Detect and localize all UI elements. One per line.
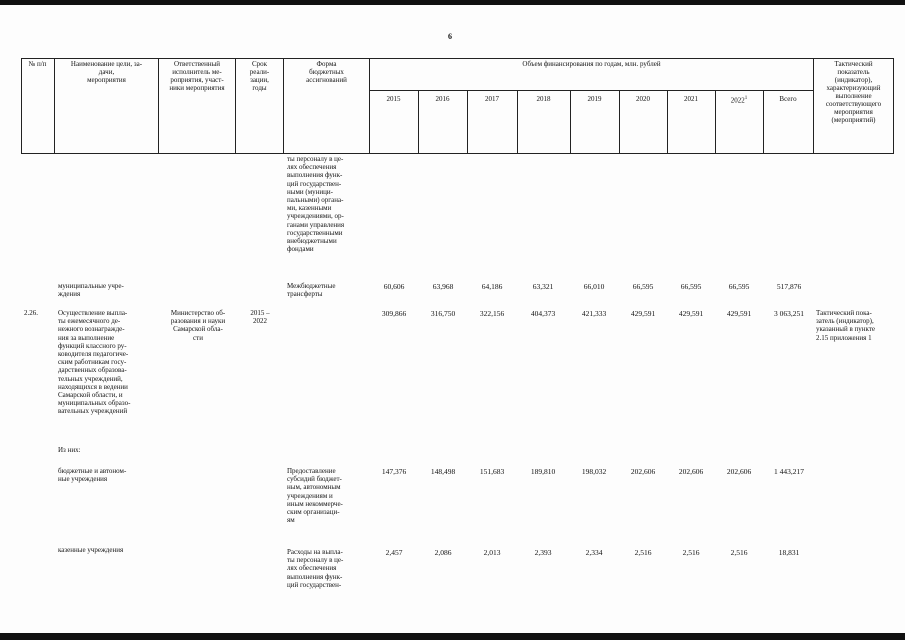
row-state-total: 18,831 — [778, 548, 800, 557]
header-funding: Объем финансирования по годам, млн. рублей — [522, 60, 661, 68]
row-main-number: 2.26. — [24, 309, 38, 317]
row-main-term: 2015 – 2022 — [250, 309, 270, 326]
row-budget-value: 148,498 — [430, 467, 456, 476]
row-main-value: 309,866 — [381, 309, 407, 318]
row-state-value: 2,457 — [385, 548, 403, 557]
of-which-label: Из них: — [58, 446, 81, 454]
row-budget-value: 151,683 — [479, 467, 505, 476]
header-year: 2021 — [684, 95, 698, 103]
row-budget-value: 198,032 — [581, 467, 607, 476]
top-border — [0, 0, 905, 5]
header-term: Срок реали- зации, годы — [249, 60, 270, 92]
row-state-value: 2,013 — [483, 548, 501, 557]
row-budget-value: 202,606 — [630, 467, 656, 476]
continued-form-text: ты персоналу в це- лях обеспечения выполнения функ- ций государствен- ными (муници- пальными) органа- ми, казенными учреждениями, ор- ганами управления государственными внебюджетными фондами — [287, 155, 345, 254]
row-state-name: казенные учреждения — [58, 546, 124, 554]
row-municipal-value: 66,595 — [632, 282, 654, 291]
header-year: 2015 — [386, 95, 401, 103]
row-main-value: 429,591 — [726, 309, 752, 318]
row-state-value: 2,334 — [585, 548, 603, 557]
row-main-value: 421,333 — [581, 309, 607, 318]
row-main-value: 322,156 — [479, 309, 505, 318]
header-total: Всего — [779, 95, 797, 103]
row-main-indicator: Тактический пока- затель (индикатор), указанный в пункте 2.15 приложения 1 — [816, 309, 875, 342]
header-form: Форма бюджетных ассигнований — [306, 60, 347, 84]
header-year: 2018 — [536, 95, 551, 103]
row-municipal-value: 60,606 — [383, 282, 405, 291]
header-year: 2019 — [587, 95, 602, 103]
row-state-value: 2,516 — [634, 548, 652, 557]
row-state-value: 2,516 — [730, 548, 748, 557]
row-budget-total: 1 443,217 — [774, 467, 804, 476]
header-no: № п/п — [28, 60, 47, 68]
bottom-border — [0, 633, 905, 640]
row-main-name: Осуществление выпла- ты ежемесячного де- нежного вознагражде- ния за выполнение функций классного ру- ководителя педагогиче- ским работникам госу- дарственных образова- тельных учреждений, находящихся в ведении Самарской области, и муниципальных образо- вательных учреждений — [58, 309, 131, 416]
row-municipal-value: 66,595 — [728, 282, 750, 291]
header-year-2022 — [715, 95, 763, 104]
header-name: Наименование цели, за- дачи, мероприятия — [70, 60, 143, 84]
header-responsible: Ответственный исполнитель ме- роприятия, участ- ники мероприятия — [169, 60, 225, 92]
row-budget-value: 202,606 — [678, 467, 704, 476]
row-budget-value: 189,810 — [530, 467, 556, 476]
row-municipal-value: 66,010 — [583, 282, 605, 291]
row-budget-form: Предоставление субсидий бюджет- ным, автономным учреждениям и иным некоммерче- ским организаци- ям — [287, 467, 343, 525]
header-year: 2020 — [636, 95, 650, 103]
row-municipal-value: 63,321 — [532, 282, 554, 291]
header-year: 2016 — [435, 95, 450, 103]
row-budget-value: 147,376 — [381, 467, 407, 476]
row-municipal-value: 64,186 — [481, 282, 503, 291]
header-indicator: Тактический показатель (индикатор), характеризующий выполнение соответствующего мероприятия (мероприятий) — [825, 60, 882, 124]
row-main-responsible: Министерство об- разования и науки Самарской обла- сти — [170, 309, 226, 342]
row-municipal-form: Межбюджетные трансферты — [287, 282, 336, 299]
row-municipal-value: 63,968 — [432, 282, 454, 291]
header-year: 2017 — [485, 95, 499, 103]
row-budget-name: бюджетные и автоном- ные учреждения — [58, 467, 127, 484]
row-main-value: 316,750 — [430, 309, 456, 318]
row-municipal-name: муниципальные учре- ждения — [58, 282, 124, 299]
row-state-form: Расходы на выпла- ты персоналу в це- лях обеспечения выполнения функ- ций государствен- — [287, 548, 344, 589]
header-year-label: 2022 — [730, 96, 745, 105]
row-main-value: 404,373 — [530, 309, 556, 318]
page-number: 6 — [448, 32, 452, 41]
row-main-value: 429,591 — [630, 309, 656, 318]
footnote-mark: 1 — [744, 96, 748, 101]
row-main-value: 429,591 — [678, 309, 704, 318]
row-municipal-value: 66,595 — [680, 282, 702, 291]
row-municipal-total: 517,876 — [776, 282, 802, 291]
row-budget-value: 202,606 — [726, 467, 752, 476]
row-state-value: 2,393 — [534, 548, 552, 557]
row-main-total: 3 063,251 — [774, 309, 804, 318]
row-state-value: 2,086 — [434, 548, 452, 557]
row-state-value: 2,516 — [682, 548, 700, 557]
